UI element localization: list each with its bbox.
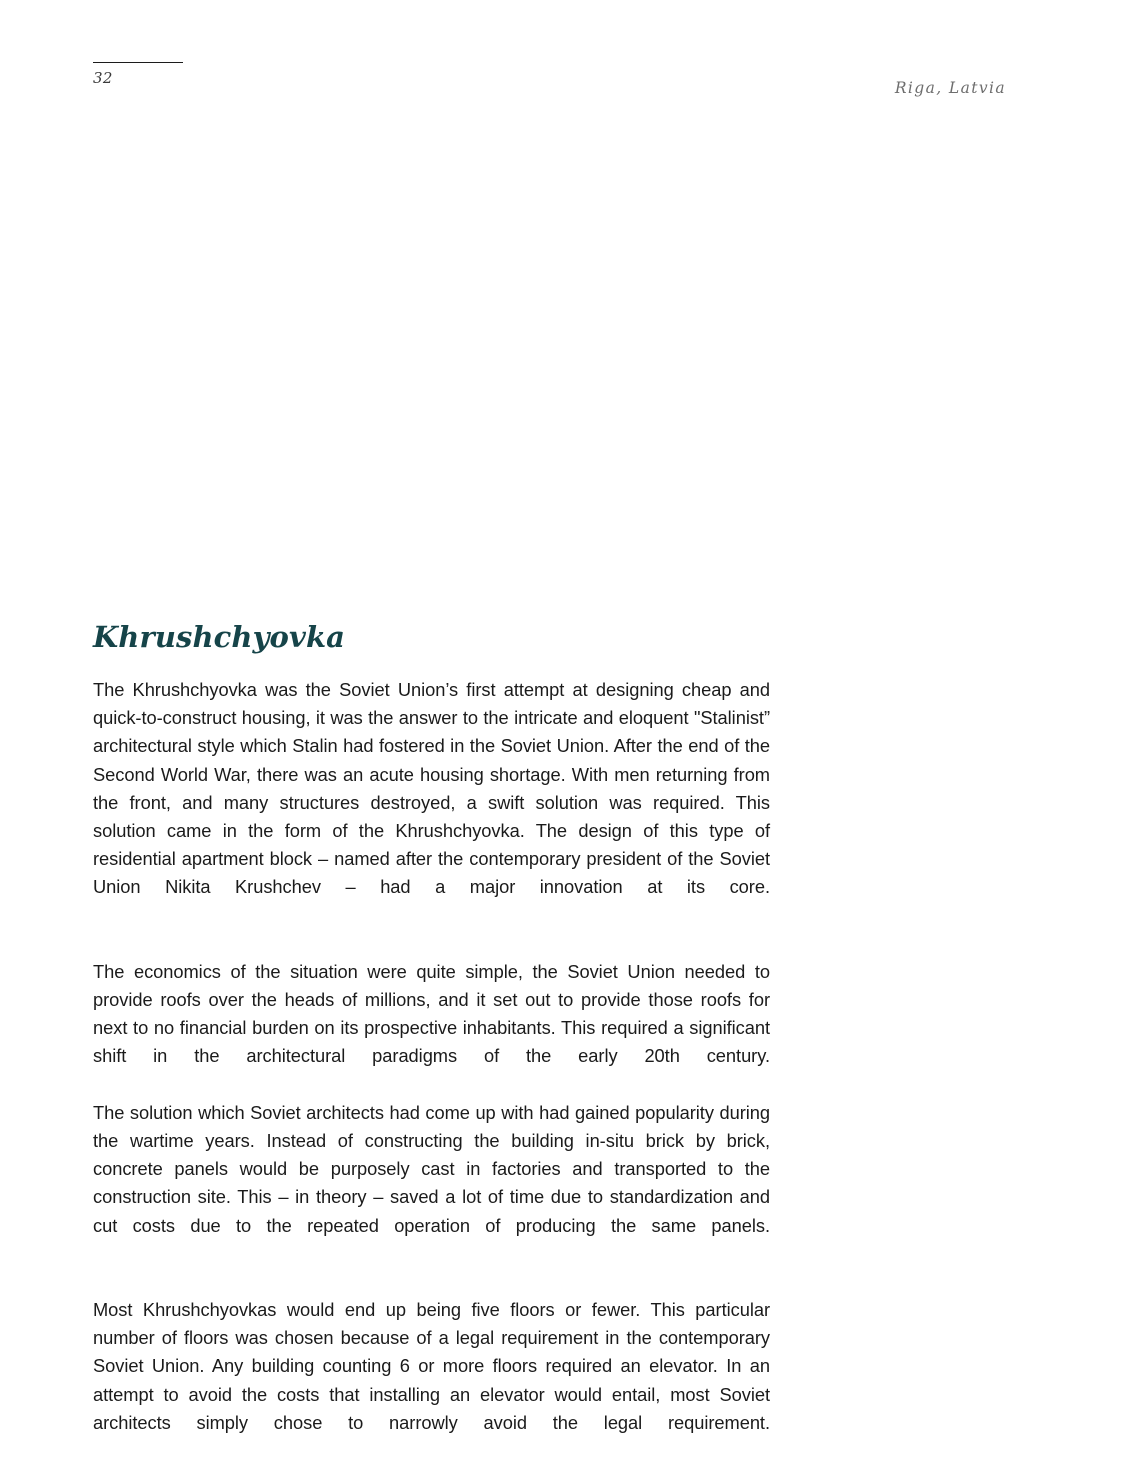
article-body <box>93 620 770 1465</box>
page-number: 32 <box>93 69 113 87</box>
body-paragraph: Most Khrushchyovkas would end up being five floors or fewer. This particular number of floors was chosen because of a legal requirement in the contemporary Soviet Union. Any building counting 6 or more floors required an elevator. In an attempt to avoid the costs that installing an elevator would entail, most Soviet architects simply chose to narrowly avoid the legal requirement. <box>93 1299 770 1433</box>
body-paragraph: The Khrushchyovka was the Soviet Union’s first attempt at designing cheap and quick-to-construct housing, it was the answer to the intricate and eloquent "Stalinist” architectural style which Stalin had fostered in the Soviet Union. After the end of the Second World War, there was an acute housing shortage. With men returning from the front, and many structures destroyed, a swift solution was required. This solution came in the form of the Khrushchyovka. The design of this type of residential apartment block – named after the contemporary president of the Soviet Union Nikita Krushchev – had a major innovation at its core. <box>93 679 770 898</box>
paragraph-block-2 <box>93 958 770 1268</box>
folio-rule <box>93 62 183 63</box>
folio-block <box>93 62 293 87</box>
running-head-location: Riga, Latvia <box>894 79 1006 97</box>
paragraph-block-1 <box>93 676 770 930</box>
body-paragraph: The solution which Soviet architects had come up with had gained popularity during the wartime years. Instead of constructing the building in-situ brick by brick, concrete panels would be purposely cast in factories and transported to the construction site. This – in theory – saved a lot of time due to standardization and cut costs due to the repeated operation of producing the same panels. <box>93 1101 770 1236</box>
paragraph-block-3 <box>93 1296 770 1465</box>
page-title: Khrushchyovka <box>93 620 346 654</box>
body-paragraph: The economics of the situation were quite simple, the Soviet Union needed to provide roofs over the heads of millions, and it set out to provide those roofs for next to no financial burden on its prospective inhabitants. This required a significant shift in the architectural paradigms of the early 20th century. <box>93 960 770 1067</box>
